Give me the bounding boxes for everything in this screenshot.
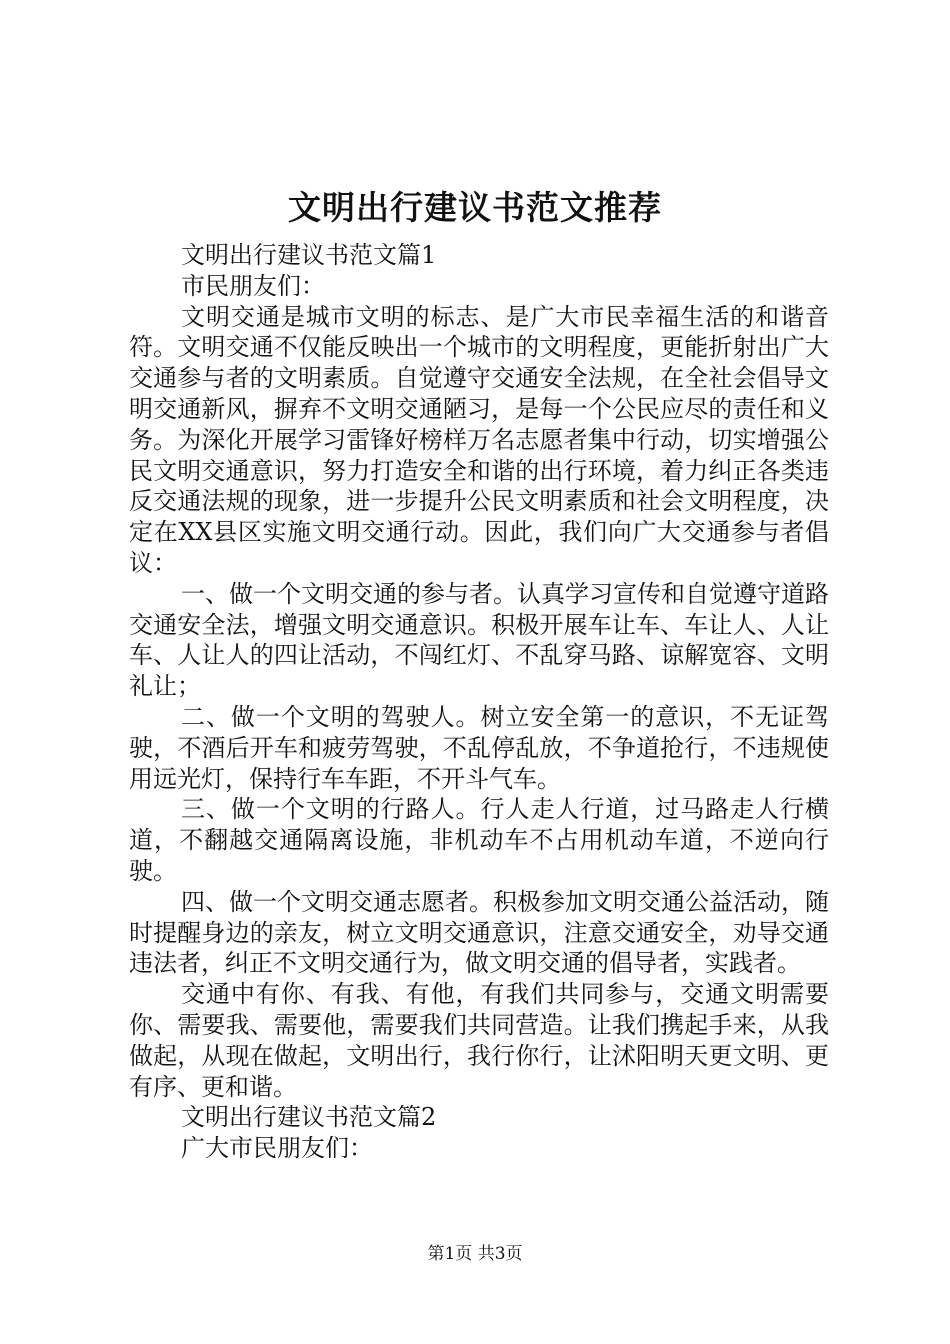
section-heading-1: 文明出行建议书范文篇1 (181, 241, 437, 269)
proposal-item-3: 三、做一个文明的行路人。行人走人行道，过马路走人行横道，不翻越交通隔离设施，非机动车不占用机动车道，不逆向行驶。 (129, 795, 829, 885)
document-title: 文明出行建议书范文推荐 (288, 188, 662, 227)
salutation: 市民朋友们： (181, 271, 325, 300)
proposal-item-1: 一、做一个文明交通的参与者。认真学习宣传和自觉遵守道路交通安全法，增强文明交通意识。积极开展车让车、车让人、人让车、人让人的四让活动，不闯红灯、不乱穿马路、谅解宽容、文明礼让； (129, 579, 829, 701)
closing-paragraph: 交通中有你、有我、有他，有我们共同参与，交通文明需要你、需要我、需要他，需要我们共同营造。让我们携起手来，从我做起，从现在做起，文明出行，我行你行，让沭阳明天更文明、更有序、更和谐。 (129, 980, 829, 1101)
salutation-2: 广大市民朋友们： (181, 1134, 373, 1163)
proposal-item-2: 二、做一个文明的驾驶人。树立安全第一的意识，不无证驾驶，不酒后开车和疲劳驾驶，不乱停乱放，不争道抢行，不违规使用远光灯，保持行车车距，不开斗气车。 (129, 702, 829, 793)
body-paragraph: 文明交通是城市文明的标志、是广大市民幸福生活的和谐音符。文明交通不仅能反映出一个城市的文明程度，更能折射出广大交通参与者的文明素质。自觉遵守交通安全法规，在全社会倡导文明交通新风，摒弃不文明交通陋习，是每一个公民应尽的责任和义务。为深化开展学习雷锋好榜样万名志愿者集中行动，切实增强公民文明交通意识，努力打造安全和谐的出行环境，着力纠正各类违反交通法规的现象，进一步提升公民文明素质和社会文明程度，决定在XX县区实施文明交通行动。因此，我们向广大交通参与者倡议： (129, 302, 829, 577)
proposal-item-4: 四、做一个文明交通志愿者。积极参加文明交通公益活动，随时提醒身边的亲友，树立文明交通意识，注意交通安全，劝导交通违法者，纠正不文明交通行为，做文明交通的倡导者，实践者。 (129, 887, 829, 978)
document-body (129, 240, 829, 1164)
page-number-footer: 第1页 共3页 (427, 1244, 523, 1264)
section-heading-2: 文明出行建议书范文篇2 (181, 1103, 437, 1132)
